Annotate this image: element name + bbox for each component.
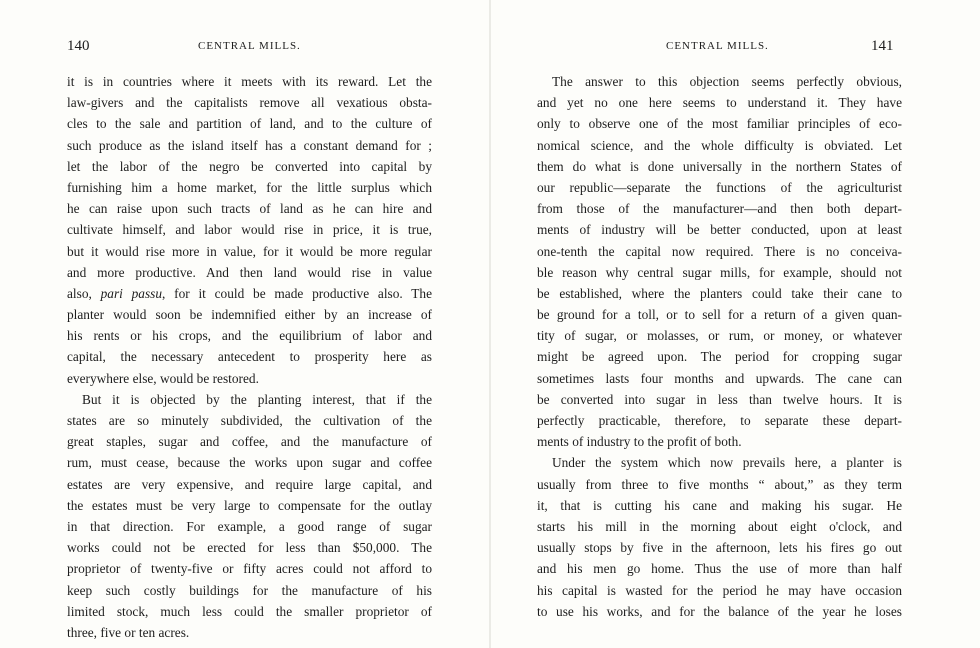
text-line: Under the system which now prevails here, a planter is <box>552 455 902 471</box>
italic-phrase: pari passu <box>100 285 163 301</box>
text-line: be established, where the planters could take their cane to <box>537 285 902 301</box>
right-page <box>491 0 980 648</box>
text-line: nomical science, and the whole difficulty is obviated. Let <box>537 137 902 153</box>
text-line: proprietor of twenty-five or fifty acres could not afford to <box>67 561 432 577</box>
text-line: might be agreed upon. The period for cropping sugar <box>537 349 902 365</box>
text-line: law-givers and the capitalists remove all vexatious obsta- <box>67 95 432 111</box>
text-line <box>67 283 432 304</box>
text-line: them do what is done universally in the northern States of <box>537 158 902 174</box>
text-line: perfectly practicable, therefore, to separate these depart- <box>537 413 902 428</box>
text-fragment: also, <box>67 285 92 301</box>
text-line: three, five or ten acres. <box>67 624 190 640</box>
left-page <box>0 0 489 648</box>
text-line: be converted into sugar in less than twelve hours. It is <box>537 391 902 407</box>
text-line: and yet no one here seems to understand it. They have <box>537 95 902 111</box>
text-line: our republic—separate the functions of the agriculturist <box>537 179 902 195</box>
text-line: estates are very expensive, and require large capital, and <box>67 476 432 492</box>
text-line: But it is objected by the planting interest, that if the <box>82 391 432 407</box>
text-line: tity of sugar, or molasses, or rum, or money, or whatever <box>537 328 902 344</box>
text-line: and his men go home. Thus the use of more than half <box>537 561 902 577</box>
text-line: keep such costly buildings for the manufacture of his <box>67 582 432 598</box>
body-text <box>537 71 902 622</box>
text-line: ments of industry to the profit of both. <box>537 434 742 450</box>
text-line: cles to the sale and partition of land, and to the culture of <box>67 116 432 132</box>
text-line: but it would rise more in value, for it would be more regular <box>67 243 432 259</box>
page-number: 141 <box>871 38 894 54</box>
text-line: ble reason why central sugar mills, for example, should not <box>537 264 902 280</box>
body-text <box>67 71 432 643</box>
text-line: furnishing him a home market, for the little surplus which <box>67 179 432 195</box>
text-line: from those of the manufacturer—and then both depart- <box>537 201 902 217</box>
text-line: states are so minutely subdivided, the cultivation of the <box>67 413 432 428</box>
text-line: one-tenth the capital now required. There is no conceiva- <box>537 243 902 259</box>
text-line: such produce as the island itself has a constant demand for ; <box>67 137 432 153</box>
running-head: CENTRAL MILLS. <box>666 40 769 52</box>
text-fragment: , for it could be made productive also. The <box>162 285 432 301</box>
text-line: cultivate himself, and labor would rise in price, it is true, <box>67 222 432 238</box>
text-line: ments of industry will be better conducted, upon at least <box>537 222 902 238</box>
text-line: capital, the necessary antecedent to prosperity here as <box>67 349 432 365</box>
text-line: and more productive. And then land would rise in value <box>67 264 432 280</box>
text-line: The answer to this objection seems perfectly obvious, <box>552 74 902 89</box>
text-line: sometimes lasts four months and upwards. The cane can <box>537 370 902 386</box>
text-line: usually stops by five in the afternoon, lets his fires go out <box>537 540 902 556</box>
text-line: starts his mill in the morning about eight o'clock, and <box>537 518 902 534</box>
text-line: his capital is wasted for the period he may have occasion <box>537 582 902 598</box>
page-number: 140 <box>67 38 90 54</box>
running-head: CENTRAL MILLS. <box>198 40 301 52</box>
text-line: be ground for a toll, or to sell for a return of a given quan- <box>537 307 902 323</box>
text-line: works could not be erected for less than $50,000. The <box>67 540 432 556</box>
text-line: the estates must be very large to compensate for the outlay <box>67 497 432 513</box>
text-line: great staples, sugar and coffee, and the manufacture of <box>67 434 432 450</box>
text-line: usually from three to five months “ about,” as they term <box>537 476 902 492</box>
text-line: limited stock, much less could the smaller proprietor of <box>67 603 432 619</box>
text-line: only to observe one of the most familiar principles of eco- <box>537 116 902 132</box>
text-line: it is in countries where it meets with its reward. Let the <box>67 74 432 89</box>
text-line: it, that is cutting his cane and making his sugar. He <box>537 497 902 513</box>
text-line: to use his works, and for the balance of the year he loses <box>537 603 902 619</box>
text-line: everywhere else, would be restored. <box>67 370 259 386</box>
text-line: planter would soon be indemnified either by an increase of <box>67 307 432 323</box>
text-line: in that direction. For example, a good range of sugar <box>67 518 432 534</box>
text-line: his rents or his crops, and the equilibrium of labor and <box>67 328 432 344</box>
text-line: he can raise upon such tracts of land as he can hire and <box>67 201 432 217</box>
text-line: rum, must cease, because the works upon sugar and coffee <box>67 455 432 471</box>
text-line: let the labor of the negro be converted into capital by <box>67 158 432 174</box>
